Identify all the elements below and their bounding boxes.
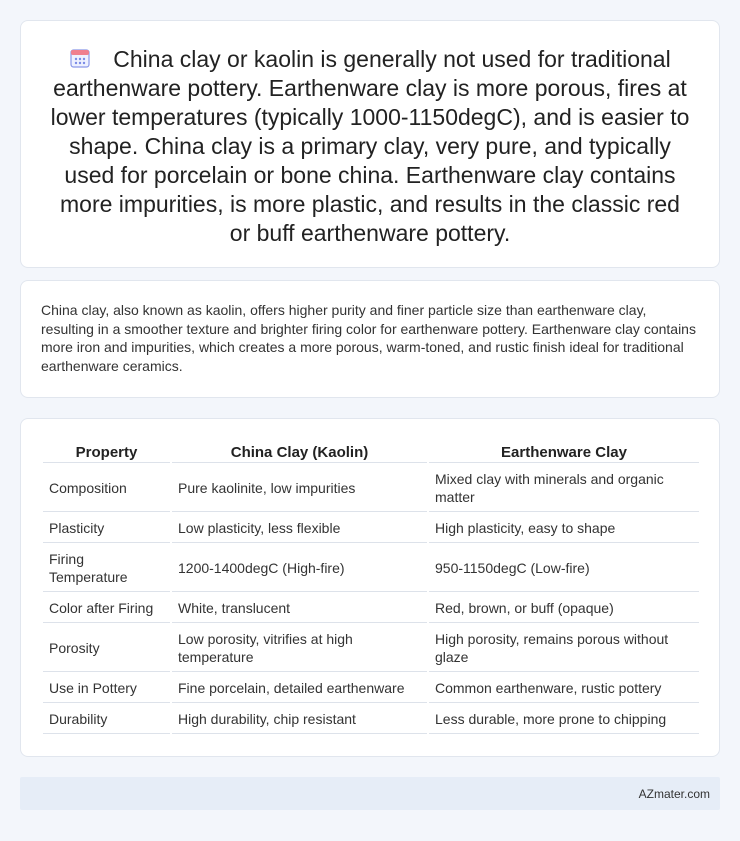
table-row <box>43 594 699 623</box>
table-cell: Common earthenware, rustic pottery <box>429 674 699 703</box>
table-row <box>43 514 699 543</box>
header-earthenware-clay: Earthenware Clay <box>429 443 699 463</box>
table-cell: Use in Pottery <box>43 674 170 703</box>
table-cell: Low plasticity, less flexible <box>172 514 427 543</box>
table-cell: White, translucent <box>172 594 427 623</box>
table-cell: Red, brown, or buff (opaque) <box>429 594 699 623</box>
comparison-table-card <box>20 418 720 757</box>
summary-text: China clay, also known as kaolin, offers higher purity and finer particle size than earthenware clay, resulting in a smoother texture and brighter firing color for earthenware pottery. Earthenware clay contains more iron and impurities, which creates a more porous, warm-toned, and rustic finish ideal for traditional earthenware ceramics. <box>41 302 696 374</box>
table-row <box>43 674 699 703</box>
table-row <box>43 545 699 592</box>
table-cell: Firing Temperature <box>43 545 170 592</box>
footer-site-link[interactable]: AZmater.com <box>638 787 710 801</box>
table-cell: Fine porcelain, detailed earthenware <box>172 674 427 703</box>
table-row <box>43 465 699 512</box>
table-cell: High porosity, remains porous without glaze <box>429 625 699 672</box>
table-cell: Composition <box>43 465 170 512</box>
footer-bar <box>20 777 720 810</box>
table-cell: 1200-1400degC (High-fire) <box>172 545 427 592</box>
table-cell: Mixed clay with minerals and organic matter <box>429 465 699 512</box>
table-cell: Pure kaolinite, low impurities <box>172 465 427 512</box>
table-cell: Durability <box>43 705 170 734</box>
table-cell: High durability, chip resistant <box>172 705 427 734</box>
header-china-clay: China Clay (Kaolin) <box>172 443 427 463</box>
table-cell: Porosity <box>43 625 170 672</box>
page-title <box>47 45 693 248</box>
calendar-icon <box>69 47 91 69</box>
header-property: Property <box>43 443 170 463</box>
table-row <box>43 625 699 672</box>
title-card <box>20 20 720 268</box>
title-text: China clay or kaolin is generally not used for traditional earthenware pottery. Earthenware clay is more porous, fires at lower temperatures (typically 1000-1150degC), and is easier to shape. China clay is a primary clay, very pure, and typically used for porcelain or bone china. Earthenware clay contains more impurities, is more plastic, and results in the classic red or buff earthenware pottery. <box>50 46 690 246</box>
table-cell: High plasticity, easy to shape <box>429 514 699 543</box>
comparison-table <box>41 441 701 736</box>
table-cell: Plasticity <box>43 514 170 543</box>
table-row <box>43 705 699 734</box>
table-cell: Low porosity, vitrifies at high temperature <box>172 625 427 672</box>
table-cell: Color after Firing <box>43 594 170 623</box>
table-header-row <box>43 443 699 463</box>
summary-card <box>20 280 720 398</box>
table-cell: 950-1150degC (Low-fire) <box>429 545 699 592</box>
table-cell: Less durable, more prone to chipping <box>429 705 699 734</box>
